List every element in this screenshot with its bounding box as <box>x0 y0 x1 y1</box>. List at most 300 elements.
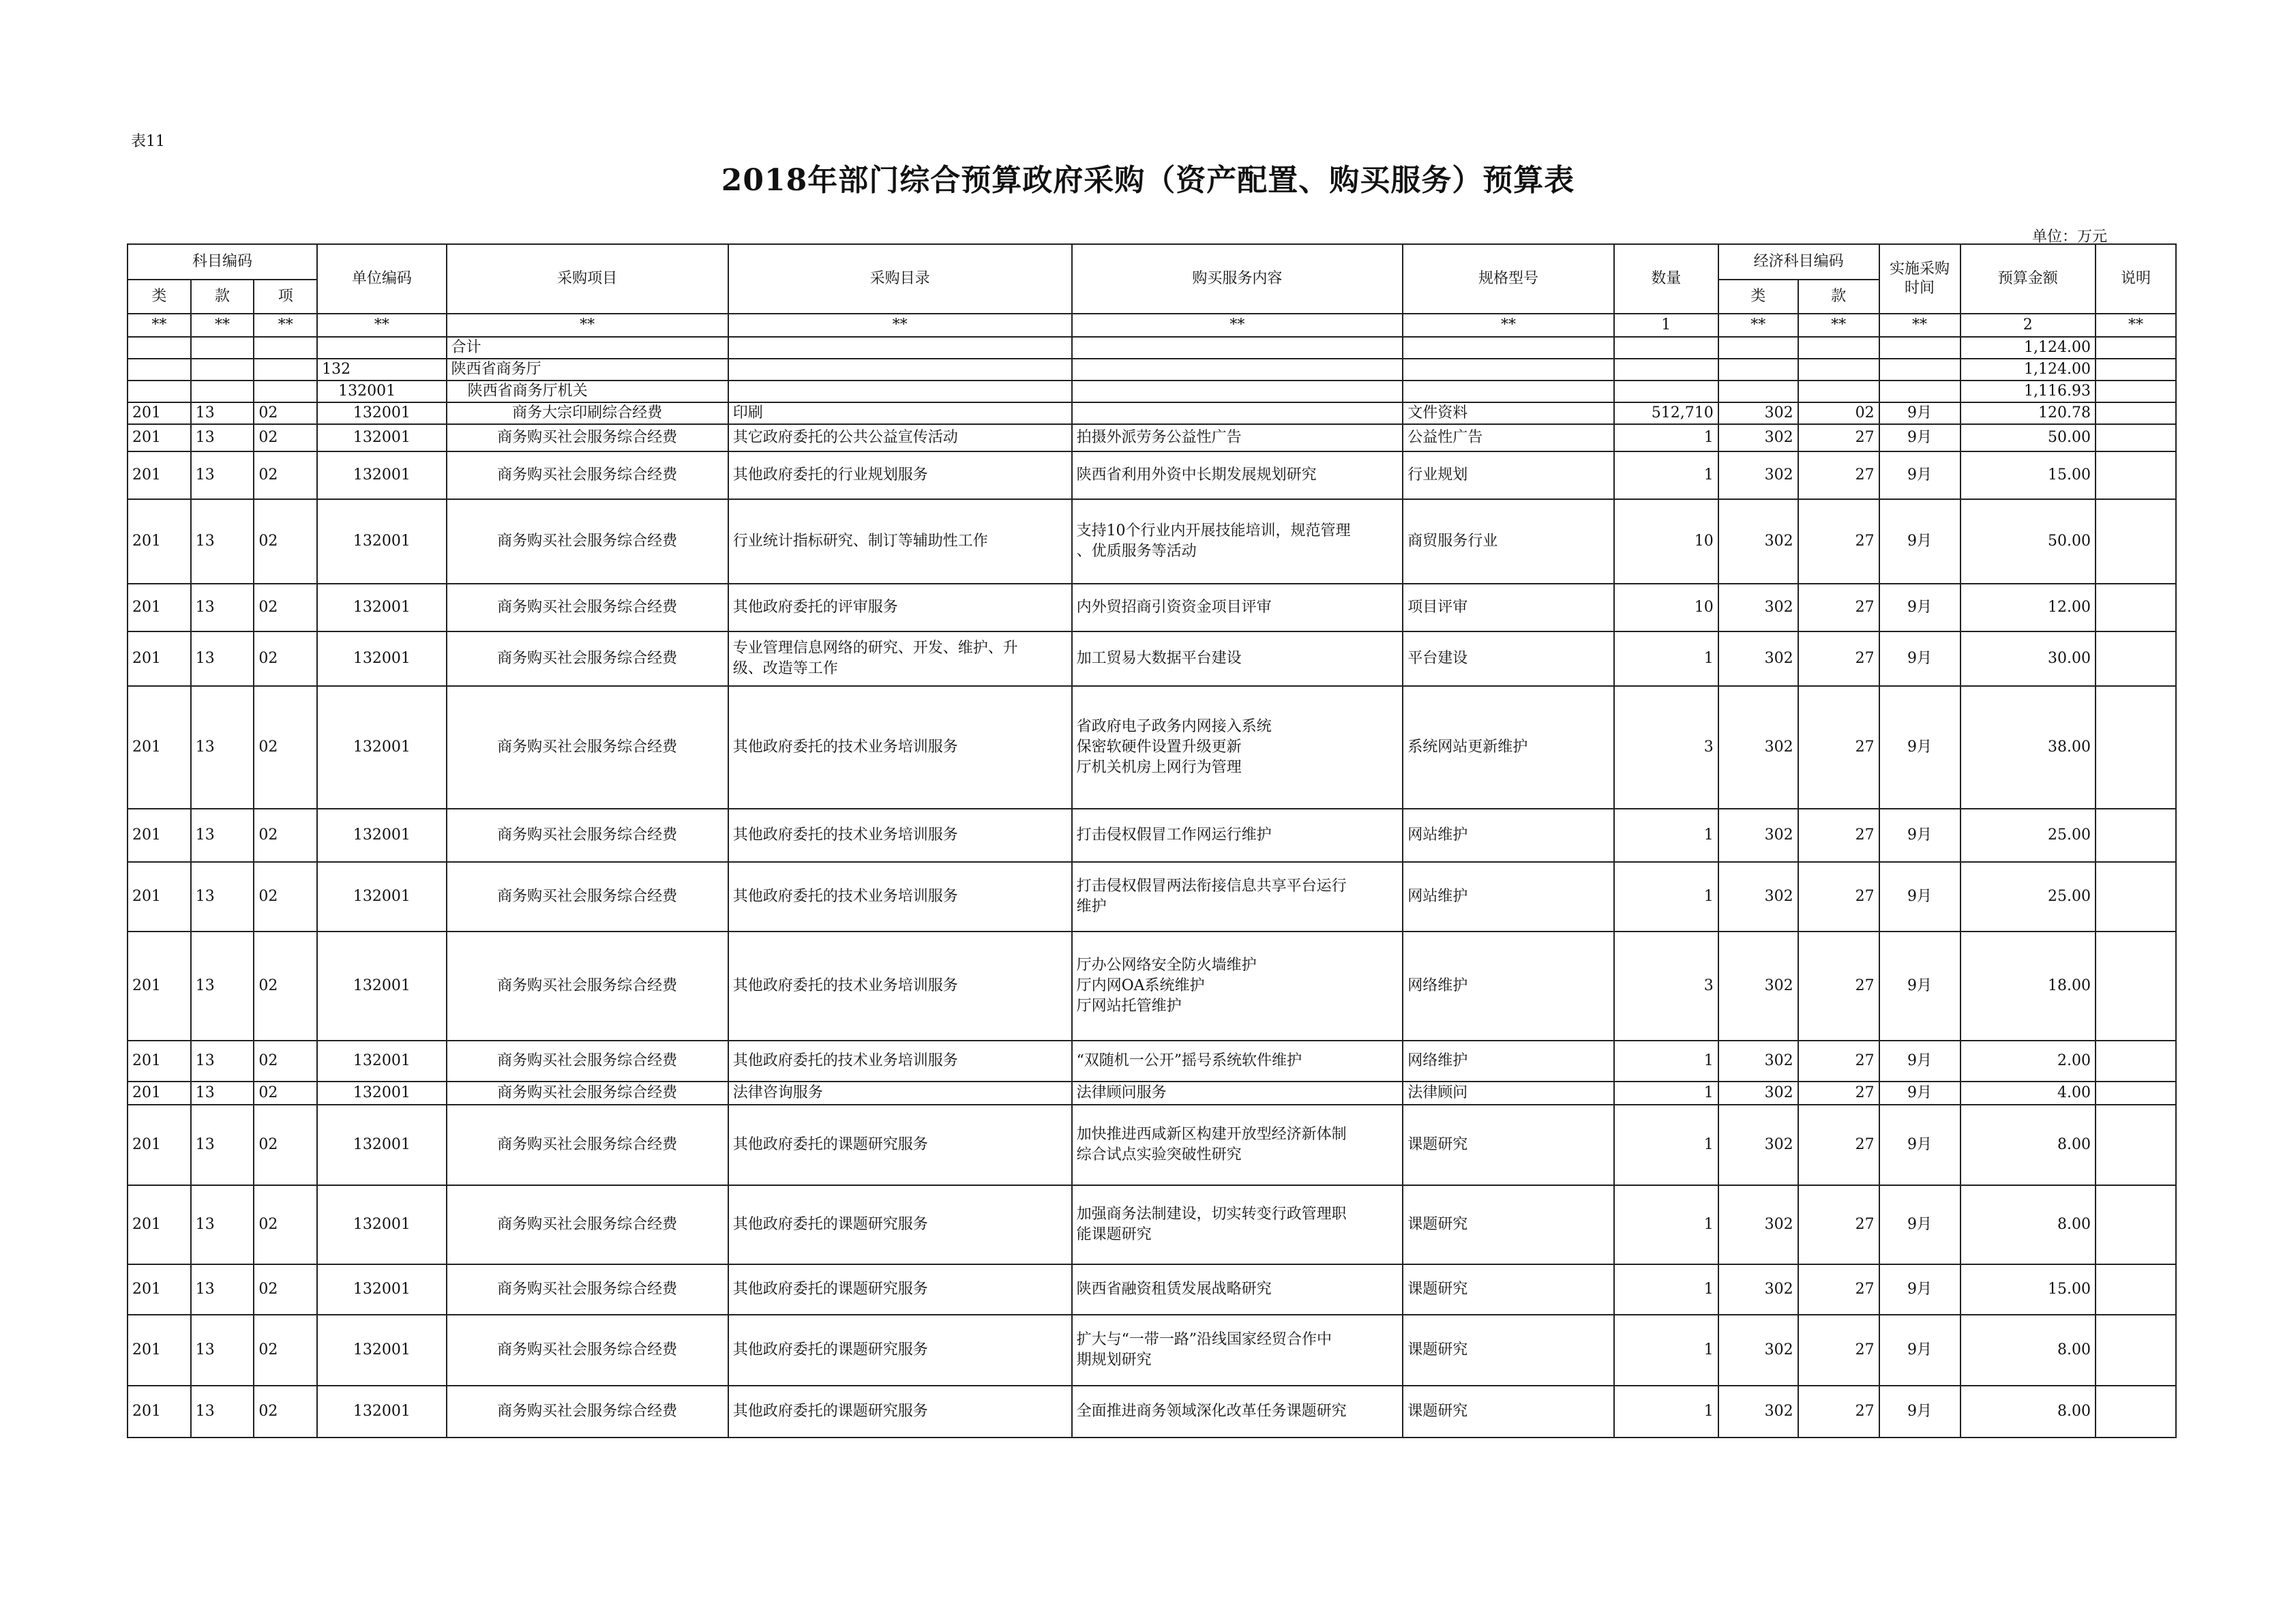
cell-project: 商务购买社会服务综合经费 <box>447 862 728 932</box>
cell-amount: 8.00 <box>1960 1105 2096 1185</box>
cell-kuan: 13 <box>191 424 254 451</box>
cell-catalog: 其他政府委托的课题研究服务 <box>728 1105 1072 1185</box>
table-row <box>128 1264 2176 1315</box>
cell-econ-kuan: 27 <box>1798 1264 1879 1315</box>
cell-amount: 25.00 <box>1960 862 2096 932</box>
cell-lei: 201 <box>128 402 191 424</box>
cell-time: 9月 <box>1879 631 1960 686</box>
marker-cell: ** <box>1879 314 1960 337</box>
header-econ-lei: 类 <box>1718 280 1798 314</box>
cell-kuan: 13 <box>191 451 254 499</box>
cell-amount: 12.00 <box>1960 584 2096 631</box>
cell-qty: 1 <box>1614 424 1718 451</box>
cell-xiang: 02 <box>254 402 317 424</box>
cell-xiang: 02 <box>254 1041 317 1082</box>
cell-unit-code: 132001 <box>317 686 446 809</box>
cell-project: 商务购买社会服务综合经费 <box>447 424 728 451</box>
cell-lei: 201 <box>128 1315 191 1386</box>
cell-service: 打击侵权假冒两法衔接信息共享平台运行 维护 <box>1072 862 1403 932</box>
cell-unit-code: 132001 <box>317 424 446 451</box>
cell-kuan: 13 <box>191 584 254 631</box>
cell-project: 商务购买社会服务综合经费 <box>447 932 728 1041</box>
table-row <box>128 862 2176 932</box>
cell-amount: 4.00 <box>1960 1082 2096 1105</box>
marker-cell: ** <box>317 314 446 337</box>
cell-project: 商务购买社会服务综合经费 <box>447 584 728 631</box>
cell-qty: 1 <box>1614 1041 1718 1082</box>
cell-project: 商务大宗印刷综合经费 <box>447 402 728 424</box>
cell-catalog: 行业统计指标研究、制订等辅助性工作 <box>728 499 1072 584</box>
cell-spec: 行业规划 <box>1403 451 1613 499</box>
cell-spec: 课题研究 <box>1403 1386 1613 1438</box>
cell-catalog: 印刷 <box>728 402 1072 424</box>
cell-time: 9月 <box>1879 1386 1960 1438</box>
cell-project: 商务购买社会服务综合经费 <box>447 1315 728 1386</box>
cell-lei: 201 <box>128 1386 191 1438</box>
cell-spec: 课题研究 <box>1403 1105 1613 1185</box>
cell-catalog: 其他政府委托的技术业务培训服务 <box>728 809 1072 862</box>
cell-qty: 1 <box>1614 1315 1718 1386</box>
cell-amount: 50.00 <box>1960 499 2096 584</box>
cell-econ-lei: 302 <box>1718 402 1798 424</box>
cell-time: 9月 <box>1879 584 1960 631</box>
cell-amount: 18.00 <box>1960 932 2096 1041</box>
cell-catalog: 专业管理信息网络的研究、开发、维护、升 级、改造等工作 <box>728 631 1072 686</box>
cell-econ-kuan: 27 <box>1798 1082 1879 1105</box>
cell-econ-lei: 302 <box>1718 862 1798 932</box>
cell-lei: 201 <box>128 424 191 451</box>
header-econ-kuan: 款 <box>1798 280 1879 314</box>
marker-cell: ** <box>728 314 1072 337</box>
table-row <box>128 1315 2176 1386</box>
table-row <box>128 451 2176 499</box>
marker-cell: ** <box>191 314 254 337</box>
cell-time: 9月 <box>1879 932 1960 1041</box>
cell-econ-lei: 302 <box>1718 451 1798 499</box>
table-row <box>128 424 2176 451</box>
cell-unit-code: 132001 <box>317 1105 446 1185</box>
summary-amount: 1,124.00 <box>1960 337 2096 359</box>
cell-catalog: 其他政府委托的技术业务培训服务 <box>728 686 1072 809</box>
page-title: 2018年部门综合预算政府采购（资产配置、购买服务）预算表 <box>721 163 1575 198</box>
cell-amount: 2.00 <box>1960 1041 2096 1082</box>
cell-time: 9月 <box>1879 499 1960 584</box>
header-lei: 类 <box>128 280 191 314</box>
cell-project: 商务购买社会服务综合经费 <box>447 499 728 584</box>
cell-kuan: 13 <box>191 1105 254 1185</box>
cell-spec: 项目评审 <box>1403 584 1613 631</box>
table-row <box>128 631 2176 686</box>
cell-service: 法律顾问服务 <box>1072 1082 1403 1105</box>
cell-spec: 文件资料 <box>1403 402 1613 424</box>
cell-amount: 25.00 <box>1960 809 2096 862</box>
cell-project: 商务购买社会服务综合经费 <box>447 1185 728 1264</box>
summary-name: 陕西省商务厅机关 <box>447 381 728 402</box>
cell-qty: 1 <box>1614 631 1718 686</box>
cell-project: 商务购买社会服务综合经费 <box>447 1105 728 1185</box>
marker-cell: ** <box>1072 314 1403 337</box>
cell-service: 加强商务法制建设，切实转变行政管理职 能课题研究 <box>1072 1185 1403 1264</box>
cell-econ-kuan: 02 <box>1798 402 1879 424</box>
cell-econ-kuan: 27 <box>1798 1386 1879 1438</box>
cell-unit-code: 132001 <box>317 1185 446 1264</box>
cell-xiang: 02 <box>254 809 317 862</box>
cell-econ-lei: 302 <box>1718 1386 1798 1438</box>
cell-econ-kuan: 27 <box>1798 1315 1879 1386</box>
cell-project: 商务购买社会服务综合经费 <box>447 686 728 809</box>
marker-cell: ** <box>2096 314 2176 337</box>
cell-time: 9月 <box>1879 1082 1960 1105</box>
cell-unit-code: 132001 <box>317 1264 446 1315</box>
cell-time: 9月 <box>1879 1185 1960 1264</box>
budget-table <box>127 243 2177 1438</box>
cell-xiang: 02 <box>254 451 317 499</box>
cell-amount: 15.00 <box>1960 1264 2096 1315</box>
cell-unit-code: 132001 <box>317 862 446 932</box>
cell-kuan: 13 <box>191 686 254 809</box>
cell-time: 9月 <box>1879 424 1960 451</box>
cell-spec: 网络维护 <box>1403 932 1613 1041</box>
cell-unit-code: 132001 <box>317 584 446 631</box>
cell-note <box>2096 686 2176 809</box>
marker-cell: ** <box>1403 314 1613 337</box>
cell-spec: 法律顾问 <box>1403 1082 1613 1105</box>
cell-catalog: 其他政府委托的行业规划服务 <box>728 451 1072 499</box>
cell-econ-lei: 302 <box>1718 1105 1798 1185</box>
cell-kuan: 13 <box>191 631 254 686</box>
cell-lei: 201 <box>128 499 191 584</box>
cell-qty: 512,710 <box>1614 402 1718 424</box>
cell-econ-lei: 302 <box>1718 1185 1798 1264</box>
header-amount: 预算金额 <box>1960 244 2096 314</box>
cell-service: 厅办公网络安全防火墙维护 厅内网OA系统维护 厅网站托管维护 <box>1072 932 1403 1041</box>
cell-amount: 15.00 <box>1960 451 2096 499</box>
cell-note <box>2096 1105 2176 1185</box>
cell-catalog: 其他政府委托的课题研究服务 <box>728 1315 1072 1386</box>
table-row <box>128 1041 2176 1082</box>
cell-unit-code: 132001 <box>317 402 446 424</box>
cell-note <box>2096 499 2176 584</box>
cell-project: 商务购买社会服务综合经费 <box>447 1082 728 1105</box>
cell-unit-code: 132001 <box>317 1386 446 1438</box>
cell-qty: 1 <box>1614 1386 1718 1438</box>
cell-lei: 201 <box>128 631 191 686</box>
header-subject-code: 科目编码 <box>128 244 317 280</box>
cell-service: 省政府电子政务内网接入系统 保密软硬件设置升级更新 厅机关机房上网行为管理 <box>1072 686 1403 809</box>
cell-catalog: 其他政府委托的课题研究服务 <box>728 1386 1072 1438</box>
cell-catalog: 其他政府委托的评审服务 <box>728 584 1072 631</box>
cell-xiang: 02 <box>254 499 317 584</box>
cell-econ-kuan: 27 <box>1798 1105 1879 1185</box>
cell-xiang: 02 <box>254 1185 317 1264</box>
cell-note <box>2096 451 2176 499</box>
cell-time: 9月 <box>1879 451 1960 499</box>
cell-econ-lei: 302 <box>1718 499 1798 584</box>
header-project: 采购项目 <box>447 244 728 314</box>
cell-lei: 201 <box>128 1105 191 1185</box>
cell-xiang: 02 <box>254 862 317 932</box>
table-row <box>128 809 2176 862</box>
cell-econ-lei: 302 <box>1718 631 1798 686</box>
cell-spec: 课题研究 <box>1403 1264 1613 1315</box>
cell-service: 全面推进商务领域深化改革任务课题研究 <box>1072 1386 1403 1438</box>
form-number: 表11 <box>131 133 165 150</box>
table-row <box>128 932 2176 1041</box>
summary-row-department <box>128 359 2176 381</box>
cell-qty: 3 <box>1614 686 1718 809</box>
cell-econ-kuan: 27 <box>1798 809 1879 862</box>
cell-project: 商务购买社会服务综合经费 <box>447 1041 728 1082</box>
cell-service: 打击侵权假冒工作网运行维护 <box>1072 809 1403 862</box>
cell-service: 扩大与“一带一路”沿线国家经贸合作中 期规划研究 <box>1072 1315 1403 1386</box>
cell-econ-kuan: 27 <box>1798 686 1879 809</box>
cell-kuan: 13 <box>191 932 254 1041</box>
cell-kuan: 13 <box>191 809 254 862</box>
marker-cell: ** <box>1718 314 1798 337</box>
cell-econ-lei: 302 <box>1718 584 1798 631</box>
summary-row-total <box>128 337 2176 359</box>
cell-note <box>2096 1185 2176 1264</box>
cell-lei: 201 <box>128 809 191 862</box>
cell-econ-kuan: 27 <box>1798 499 1879 584</box>
header-service: 购买服务内容 <box>1072 244 1403 314</box>
table-row <box>128 686 2176 809</box>
cell-spec: 网络维护 <box>1403 1041 1613 1082</box>
cell-service: 加工贸易大数据平台建设 <box>1072 631 1403 686</box>
cell-econ-lei: 302 <box>1718 686 1798 809</box>
cell-econ-kuan: 27 <box>1798 451 1879 499</box>
header-unit-code: 单位编码 <box>317 244 446 314</box>
header-note: 说明 <box>2096 244 2176 314</box>
cell-note <box>2096 932 2176 1041</box>
cell-service: 陕西省利用外资中长期发展规划研究 <box>1072 451 1403 499</box>
cell-unit-code: 132001 <box>317 1041 446 1082</box>
cell-catalog: 其他政府委托的课题研究服务 <box>728 1185 1072 1264</box>
summary-amount: 1,116.93 <box>1960 381 2096 402</box>
cell-econ-kuan: 27 <box>1798 631 1879 686</box>
cell-xiang: 02 <box>254 631 317 686</box>
cell-lei: 201 <box>128 932 191 1041</box>
cell-lei: 201 <box>128 686 191 809</box>
cell-unit-code: 132001 <box>317 1315 446 1386</box>
cell-lei: 201 <box>128 451 191 499</box>
header-time: 实施采购时间 <box>1879 244 1960 314</box>
cell-spec: 课题研究 <box>1403 1185 1613 1264</box>
cell-spec: 商贸服务行业 <box>1403 499 1613 584</box>
marker-row <box>128 314 2176 337</box>
summary-amount: 1,124.00 <box>1960 359 2096 381</box>
cell-econ-lei: 302 <box>1718 809 1798 862</box>
table-row <box>128 402 2176 424</box>
cell-spec: 公益性广告 <box>1403 424 1613 451</box>
cell-project: 商务购买社会服务综合经费 <box>447 809 728 862</box>
cell-qty: 10 <box>1614 584 1718 631</box>
cell-catalog: 其他政府委托的课题研究服务 <box>728 1264 1072 1315</box>
cell-kuan: 13 <box>191 862 254 932</box>
cell-note <box>2096 1041 2176 1082</box>
cell-xiang: 02 <box>254 1386 317 1438</box>
cell-spec: 网站维护 <box>1403 809 1613 862</box>
cell-amount: 8.00 <box>1960 1185 2096 1264</box>
table-row <box>128 1185 2176 1264</box>
table-row <box>128 1082 2176 1105</box>
cell-unit-code: 132001 <box>317 451 446 499</box>
cell-service: 加快推进西咸新区构建开放型经济新体制 综合试点实验突破性研究 <box>1072 1105 1403 1185</box>
summary-code <box>317 337 446 359</box>
cell-xiang: 02 <box>254 686 317 809</box>
cell-time: 9月 <box>1879 1264 1960 1315</box>
table-header <box>128 244 2176 314</box>
summary-name: 合计 <box>447 337 728 359</box>
cell-unit-code: 132001 <box>317 809 446 862</box>
cell-xiang: 02 <box>254 932 317 1041</box>
cell-kuan: 13 <box>191 1185 254 1264</box>
marker-cell: ** <box>1798 314 1879 337</box>
cell-amount: 120.78 <box>1960 402 2096 424</box>
cell-time: 9月 <box>1879 402 1960 424</box>
cell-catalog: 法律咨询服务 <box>728 1082 1072 1105</box>
cell-lei: 201 <box>128 1082 191 1105</box>
cell-time: 9月 <box>1879 1041 1960 1082</box>
cell-econ-kuan: 27 <box>1798 1041 1879 1082</box>
cell-catalog: 其他政府委托的技术业务培训服务 <box>728 1041 1072 1082</box>
cell-amount: 8.00 <box>1960 1315 2096 1386</box>
cell-note <box>2096 631 2176 686</box>
table-row <box>128 499 2176 584</box>
cell-qty: 3 <box>1614 932 1718 1041</box>
cell-lei: 201 <box>128 584 191 631</box>
cell-service: “双随机一公开”摇号系统软件维护 <box>1072 1041 1403 1082</box>
cell-project: 商务购买社会服务综合经费 <box>447 1264 728 1315</box>
header-catalog: 采购目录 <box>728 244 1072 314</box>
cell-note <box>2096 862 2176 932</box>
cell-service <box>1072 402 1403 424</box>
cell-kuan: 13 <box>191 1315 254 1386</box>
table-row <box>128 584 2176 631</box>
cell-econ-lei: 302 <box>1718 1264 1798 1315</box>
cell-time: 9月 <box>1879 809 1960 862</box>
header-econ-code: 经济科目编码 <box>1718 244 1879 280</box>
table-row <box>128 1105 2176 1185</box>
cell-lei: 201 <box>128 1264 191 1315</box>
cell-service: 陕西省融资租赁发展战略研究 <box>1072 1264 1403 1315</box>
summary-name: 陕西省商务厅 <box>447 359 728 381</box>
header-spec: 规格型号 <box>1403 244 1613 314</box>
table-row <box>128 1386 2176 1438</box>
cell-kuan: 13 <box>191 1264 254 1315</box>
cell-lei: 201 <box>128 1041 191 1082</box>
marker-cell: 2 <box>1960 314 2096 337</box>
cell-service: 内外贸招商引资资金项目评审 <box>1072 584 1403 631</box>
cell-kuan: 13 <box>191 1386 254 1438</box>
cell-kuan: 13 <box>191 1041 254 1082</box>
marker-cell: 1 <box>1614 314 1718 337</box>
cell-qty: 1 <box>1614 451 1718 499</box>
cell-note <box>2096 809 2176 862</box>
cell-econ-kuan: 27 <box>1798 584 1879 631</box>
cell-catalog: 其他政府委托的技术业务培训服务 <box>728 862 1072 932</box>
cell-qty: 1 <box>1614 1264 1718 1315</box>
cell-amount: 50.00 <box>1960 424 2096 451</box>
cell-time: 9月 <box>1879 686 1960 809</box>
summary-code: 132001 <box>317 381 446 402</box>
cell-xiang: 02 <box>254 424 317 451</box>
marker-cell: ** <box>447 314 728 337</box>
cell-econ-lei: 302 <box>1718 1082 1798 1105</box>
cell-amount: 8.00 <box>1960 1386 2096 1438</box>
cell-qty: 1 <box>1614 1082 1718 1105</box>
marker-cell: ** <box>254 314 317 337</box>
cell-project: 商务购买社会服务综合经费 <box>447 451 728 499</box>
cell-qty: 10 <box>1614 499 1718 584</box>
unit-label: 单位：万元 <box>2032 228 2108 245</box>
header-qty: 数量 <box>1614 244 1718 314</box>
header-kuan: 款 <box>191 280 254 314</box>
cell-qty: 1 <box>1614 809 1718 862</box>
cell-xiang: 02 <box>254 1105 317 1185</box>
cell-note <box>2096 424 2176 451</box>
cell-econ-kuan: 27 <box>1798 862 1879 932</box>
cell-econ-lei: 302 <box>1718 424 1798 451</box>
cell-qty: 1 <box>1614 1105 1718 1185</box>
cell-kuan: 13 <box>191 402 254 424</box>
cell-lei: 201 <box>128 1185 191 1264</box>
summary-row-unit <box>128 381 2176 402</box>
cell-econ-kuan: 27 <box>1798 932 1879 1041</box>
cell-xiang: 02 <box>254 1264 317 1315</box>
marker-cell: ** <box>128 314 191 337</box>
cell-xiang: 02 <box>254 584 317 631</box>
cell-note <box>2096 1315 2176 1386</box>
cell-note <box>2096 1082 2176 1105</box>
cell-econ-lei: 302 <box>1718 1315 1798 1386</box>
cell-note <box>2096 402 2176 424</box>
cell-spec: 网站维护 <box>1403 862 1613 932</box>
header-xiang: 项 <box>254 280 317 314</box>
cell-catalog: 其它政府委托的公共公益宣传活动 <box>728 424 1072 451</box>
cell-unit-code: 132001 <box>317 932 446 1041</box>
cell-econ-lei: 302 <box>1718 1041 1798 1082</box>
cell-kuan: 13 <box>191 1082 254 1105</box>
cell-time: 9月 <box>1879 1105 1960 1185</box>
cell-spec: 课题研究 <box>1403 1315 1613 1386</box>
cell-econ-kuan: 27 <box>1798 1185 1879 1264</box>
cell-catalog: 其他政府委托的技术业务培训服务 <box>728 932 1072 1041</box>
cell-xiang: 02 <box>254 1082 317 1105</box>
cell-spec: 平台建设 <box>1403 631 1613 686</box>
cell-kuan: 13 <box>191 499 254 584</box>
cell-lei: 201 <box>128 862 191 932</box>
cell-project: 商务购买社会服务综合经费 <box>447 1386 728 1438</box>
cell-unit-code: 132001 <box>317 631 446 686</box>
cell-unit-code: 132001 <box>317 1082 446 1105</box>
cell-spec: 系统网站更新维护 <box>1403 686 1613 809</box>
cell-amount: 38.00 <box>1960 686 2096 809</box>
cell-xiang: 02 <box>254 1315 317 1386</box>
cell-qty: 1 <box>1614 862 1718 932</box>
cell-time: 9月 <box>1879 1315 1960 1386</box>
cell-service: 支持10个行业内开展技能培训，规范管理 、优质服务等活动 <box>1072 499 1403 584</box>
cell-qty: 1 <box>1614 1185 1718 1264</box>
cell-unit-code: 132001 <box>317 499 446 584</box>
cell-econ-lei: 302 <box>1718 932 1798 1041</box>
cell-service: 拍摄外派劳务公益性广告 <box>1072 424 1403 451</box>
cell-time: 9月 <box>1879 862 1960 932</box>
cell-econ-kuan: 27 <box>1798 424 1879 451</box>
cell-amount: 30.00 <box>1960 631 2096 686</box>
cell-note <box>2096 1386 2176 1438</box>
cell-note <box>2096 1264 2176 1315</box>
